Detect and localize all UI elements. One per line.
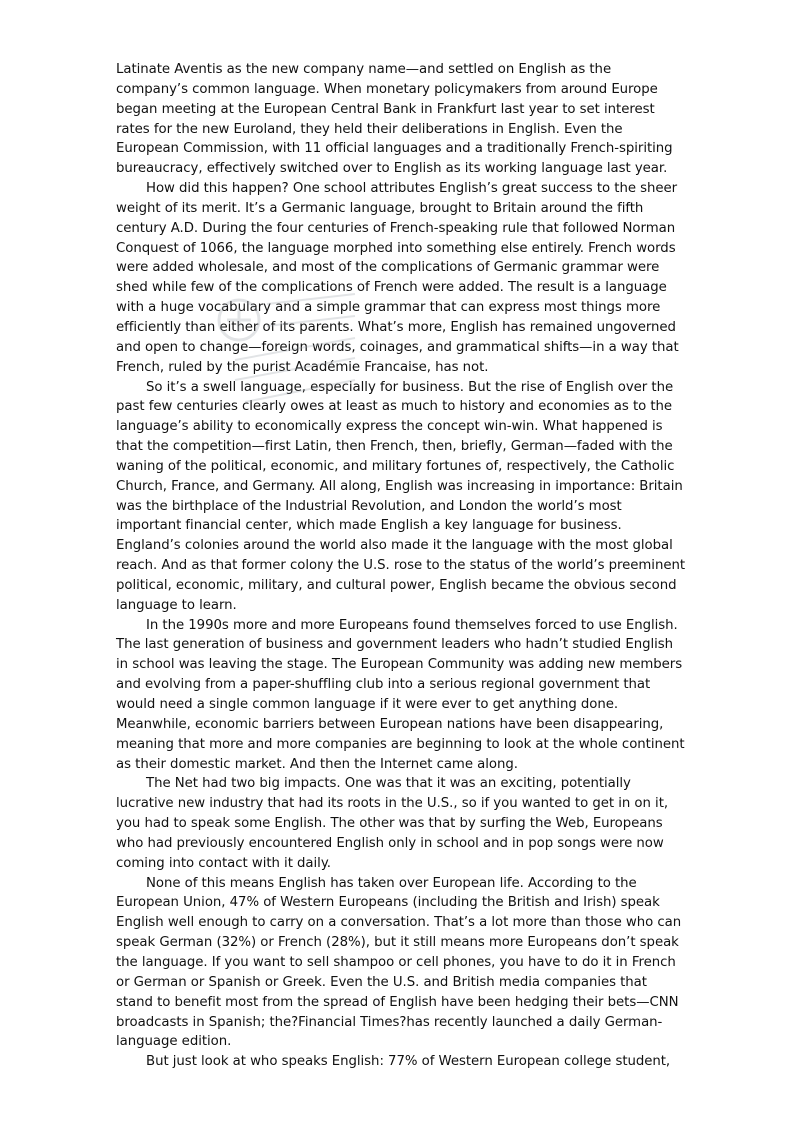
- paragraph-1: Latinate Aventis as the new company name—and settled on English as the company’s common language. When monetary policymakers from around Europe began meeting at the European Central Bank in Frankfurt last year to set interest rates for the new Euroland, they held their deliberations in English. Even the European Commission, with 11 official languages and a traditionally French-spiriting bureaucracy, effectively switched over to English as its working language last year.: [116, 62, 673, 177]
- paragraph-2: How did this happen? One school attributes English’s great success to the sheer weight of its merit. It’s a Germanic language, brought to Britain around the fifth century A.D. During the four centuries of French-speaking rule that followed Norman Conquest of 1066, the language morphed into something else entirely. French words were added wholesale, and most of the complications of Germanic grammar were shed while few of the complications of French were added. The result is a language with a huge vocabulary and a simple grammar that can express most things more efficiently than either of its parents. What’s more, English has remained ungoverned and open to change—foreign words, coinages, and grammatical shifts—in a way that French, ruled by the purist Académie Francaise, has not.: [116, 181, 679, 375]
- paragraph-3: So it’s a swell language, especially for business. But the rise of English over the past few centuries clearly owes at least as much to history and economies as to the language’s ability to economically express the concept win-win. What happened is that the competition—first Latin, then French, then, briefly, German—faded with the waning of the political, economic, and military fortunes of, respectively, the Catholic Church, France, and Germany. All along, English was increasing in importance: Britain was the birthplace of the Industrial Revolution, and London the world’s most important financial center, which made English a key language for business. England’s colonies around the world also made it the language with the most global reach. And as that former colony the U.S. rose to the status of the world’s preeminent political, economic, military, and cultural power, English became the obvious second language to learn.: [116, 379, 686, 613]
- document-body: [116, 60, 686, 1072]
- paragraph-6: None of this means English has taken over European life. According to the European Union, 47% of Western Europeans (including the British and Irish) speak English well enough to carry on a conversation. That’s a lot more than those who can speak German (32%) or French (28%), but it still means more Europeans don’t speak the language. If you want to sell shampoo or cell phones, you have to do it in French or German or Spanish or Greek. Even the U.S. and British media companies that stand to benefit most from the spread of English have been hedging their bets—CNN broadcasts in Spanish; the?Financial Times?has recently launched a daily German-language edition.: [116, 875, 682, 1050]
- paragraph-5: The Net had two big impacts. One was that it was an exciting, potentially lucrative new industry that had its roots in the U.S., so if you wanted to get in on it, you had to speak some English. The other was that by surfing the Web, Europeans who had previously encountered English only in school and in pop songs were now coming into contact with it daily.: [116, 776, 669, 871]
- paragraph-4: In the 1990s more and more Europeans found themselves forced to use English. The last generation of business and government leaders who hadn’t studied English in school was leaving the stage. The European Community was adding new members and evolving from a paper-shuffling club into a serious regional government that would need a single common language if it were ever to get anything done. Meanwhile, economic barriers between European nations have been disappearing, meaning that more and more companies are beginning to look at the whole continent as their domestic market. And then the Internet came along.: [116, 617, 685, 772]
- paragraph-7: But just look at who speaks English: 77% of Western European college student,: [146, 1054, 671, 1070]
